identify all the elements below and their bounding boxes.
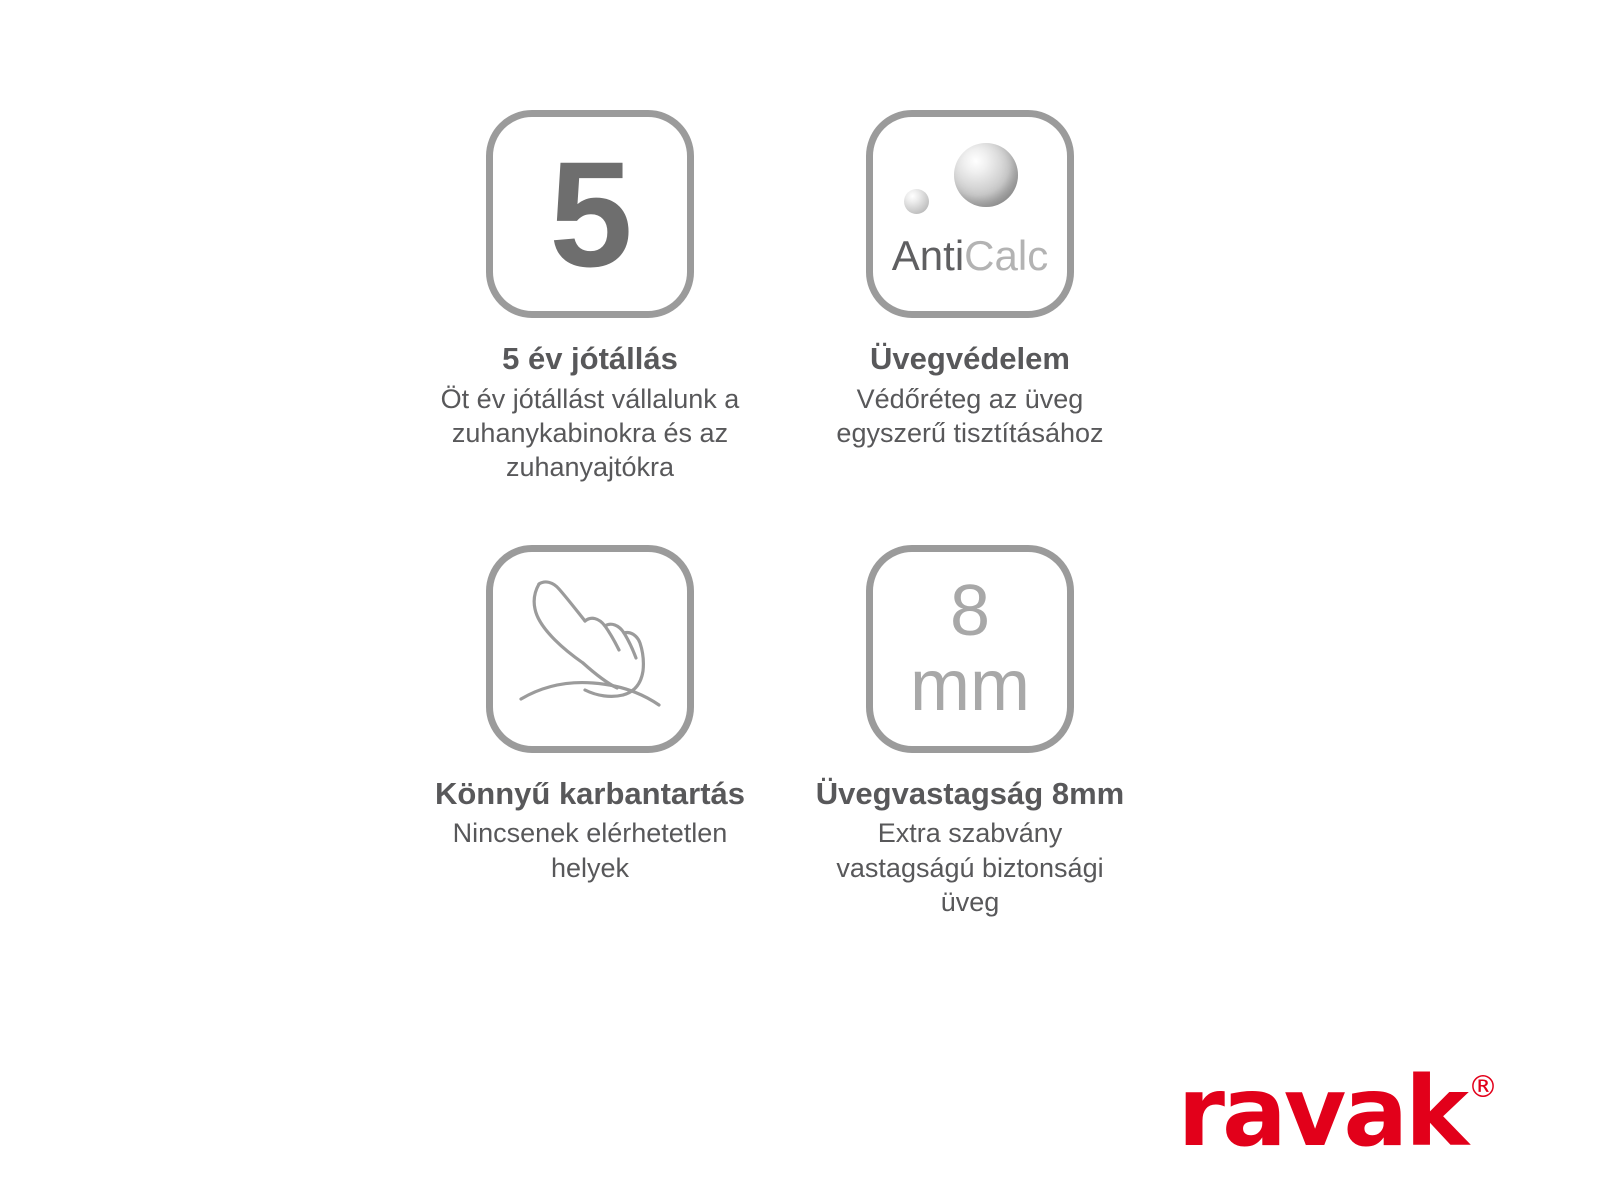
hand-wiping-surface-icon <box>486 545 694 753</box>
feature-glass-protection <box>800 110 1140 485</box>
feature-glass-thickness <box>800 545 1140 920</box>
feature-glass-protection-text <box>810 340 1130 450</box>
feature-easy-maintenance-description: Nincsenek elérhetetlen helyek <box>452 818 728 883</box>
glass-thickness-value: 8 <box>949 571 991 652</box>
feature-glass-protection-description: Védőréteg az üveg egyszerű tisztításához <box>836 383 1104 449</box>
anticalc-icon-inner <box>873 117 1067 311</box>
feature-easy-maintenance-title: Könnyű karbantartás <box>434 775 746 811</box>
anticalc-wordmark-anti: Anti <box>891 232 965 279</box>
water-droplet-small-icon <box>904 189 929 214</box>
feature-warranty <box>420 110 760 485</box>
feature-glass-thickness-description: Extra szabvány vastagságú biztonsági üveg <box>836 818 1104 918</box>
feature-warranty-title: 5 év jótállás <box>502 341 678 376</box>
glass-thickness-8mm-icon <box>866 545 1074 753</box>
feature-glass-thickness-title: Üvegvastagság 8mm <box>815 775 1125 811</box>
feature-warranty-description: Öt év jótállást vállalunk a zuhanykabinokra és az zuhanyajtókra <box>440 383 740 483</box>
glass-thickness-icon-inner <box>910 571 1030 726</box>
feature-glass-protection-title: Üvegvédelem <box>870 341 1070 376</box>
feature-glass-thickness-text <box>810 775 1130 920</box>
anticalc-wordmark-calc: Calc <box>964 232 1049 279</box>
feature-warranty-text <box>430 340 750 485</box>
registered-trademark-icon: ® <box>1468 1070 1498 1105</box>
anticalc-droplet-icon <box>866 110 1074 318</box>
number-5-icon <box>486 110 694 318</box>
ravak-logo <box>1177 1056 1498 1168</box>
feature-easy-maintenance-text <box>430 775 750 885</box>
anticalc-wordmark <box>891 232 1049 279</box>
water-droplet-large-icon <box>954 143 1018 207</box>
number-5-icon-value: 5 <box>549 130 631 298</box>
ravak-logo-wordmark: ravak <box>1177 1056 1466 1168</box>
hand-wiping-surface-icon-svg <box>505 564 675 734</box>
glass-thickness-unit: mm <box>910 645 1030 726</box>
feature-easy-maintenance <box>420 545 760 920</box>
features-grid <box>420 110 1180 919</box>
